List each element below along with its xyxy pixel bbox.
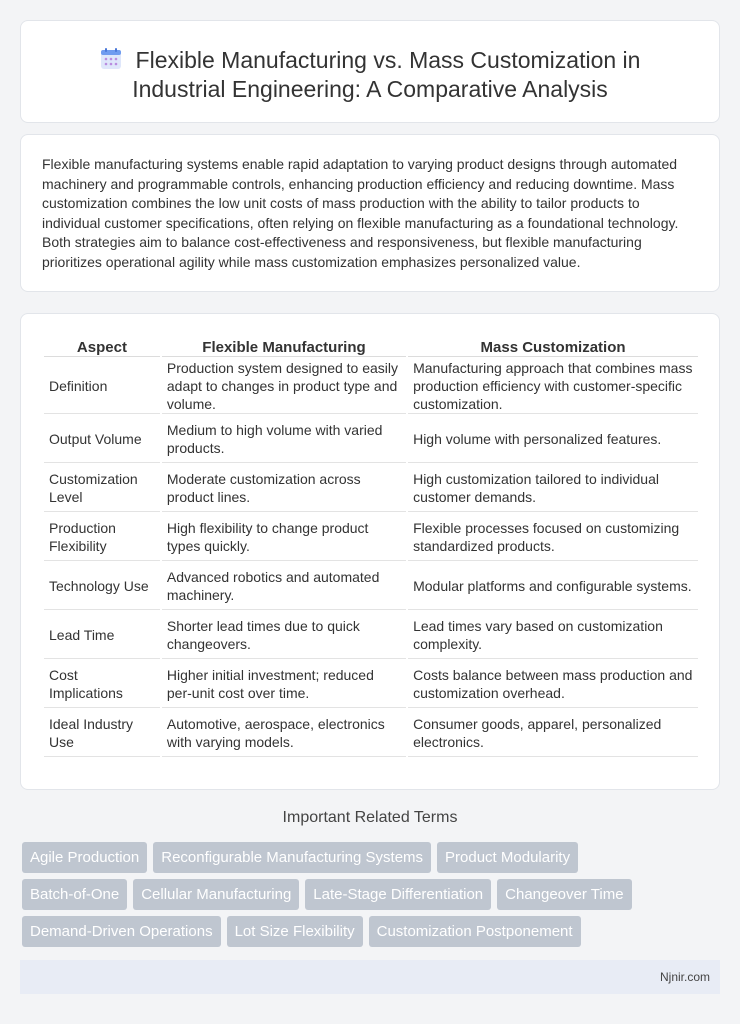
mass-cell: Consumer goods, apparel, personalized electronics. xyxy=(408,710,698,757)
flexible-cell: Moderate customization across product lines. xyxy=(162,465,406,512)
table-row xyxy=(44,359,698,414)
table-row xyxy=(44,416,698,463)
aspect-cell: Lead Time xyxy=(44,612,160,659)
tag-demand-driven-operations[interactable]: Demand-Driven Operations xyxy=(22,916,221,947)
flexible-cell: Production system designed to easily adapt to changes in product type and volume. xyxy=(162,359,406,414)
flexible-cell: Shorter lead times due to quick changeovers. xyxy=(162,612,406,659)
mass-cell: Flexible processes focused on customizing standardized products. xyxy=(408,514,698,561)
footer-site-link[interactable]: Njnir.com xyxy=(659,970,710,984)
title-line-2: Industrial Engineering: A Comparative Analysis xyxy=(132,76,608,102)
related-terms-title: Important Related Terms xyxy=(282,809,458,826)
tag-batch-of-one[interactable]: Batch-of-One xyxy=(22,879,127,910)
tag-late-stage-differentiation[interactable]: Late-Stage Differentiation xyxy=(305,879,491,910)
title-card xyxy=(20,20,720,123)
page-title xyxy=(21,46,719,104)
tag-row xyxy=(22,842,722,873)
tag-row xyxy=(22,916,722,947)
tag-product-modularity[interactable]: Product Modularity xyxy=(437,842,578,873)
table-row xyxy=(44,465,698,512)
mass-cell: High volume with personalized features. xyxy=(408,416,698,463)
aspect-cell: Definition xyxy=(44,359,160,414)
flexible-cell: Medium to high volume with varied products. xyxy=(162,416,406,463)
table-row xyxy=(44,710,698,757)
flexible-cell: Automotive, aerospace, electronics with varying models. xyxy=(162,710,406,757)
aspect-cell: Ideal Industry Use xyxy=(44,710,160,757)
tag-agile-production[interactable]: Agile Production xyxy=(22,842,147,873)
tag-lot-size-flexibility[interactable]: Lot Size Flexibility xyxy=(227,916,363,947)
aspect-cell: Customization Level xyxy=(44,465,160,512)
aspect-cell: Output Volume xyxy=(44,416,160,463)
mass-cell: Manufacturing approach that combines mass production efficiency with customer-specific customization. xyxy=(408,359,698,414)
table-row xyxy=(44,514,698,561)
header-mass-customization: Mass Customization xyxy=(408,335,698,357)
title-line-1: Flexible Manufacturing vs. Mass Customization in xyxy=(135,47,641,73)
tag-changeover-time[interactable]: Changeover Time xyxy=(497,879,631,910)
table-row xyxy=(44,563,698,610)
table-row xyxy=(44,612,698,659)
flexible-cell: Advanced robotics and automated machinery. xyxy=(162,563,406,610)
calendar-icon xyxy=(100,48,122,70)
header-aspect: Aspect xyxy=(44,335,160,357)
table-row xyxy=(44,661,698,708)
table-header-row xyxy=(44,335,698,357)
aspect-cell: Cost Implications xyxy=(44,661,160,708)
aspect-cell: Technology Use xyxy=(44,563,160,610)
tag-reconfigurable-manufacturing-systems[interactable]: Reconfigurable Manufacturing Systems xyxy=(153,842,431,873)
mass-cell: Lead times vary based on customization complexity. xyxy=(408,612,698,659)
mass-cell: Costs balance between mass production and customization overhead. xyxy=(408,661,698,708)
aspect-cell: Production Flexibility xyxy=(44,514,160,561)
flexible-cell: High flexibility to change product types quickly. xyxy=(162,514,406,561)
flexible-cell: Higher initial investment; reduced per-unit cost over time. xyxy=(162,661,406,708)
tag-row xyxy=(22,879,722,910)
comparison-card xyxy=(20,313,720,790)
mass-cell: High customization tailored to individual customer demands. xyxy=(408,465,698,512)
related-terms xyxy=(22,842,722,953)
tag-customization-postponement[interactable]: Customization Postponement xyxy=(369,916,581,947)
comparison-table xyxy=(42,333,700,759)
header-flexible-manufacturing: Flexible Manufacturing xyxy=(162,335,406,357)
intro-card xyxy=(20,134,720,292)
mass-cell: Modular platforms and configurable systems. xyxy=(408,563,698,610)
intro-paragraph: Flexible manufacturing systems enable rapid adaptation to varying product designs through automated machinery and programmable controls, enhancing production efficiency and reducing downtime. Mass customization combines the low unit costs of mass production with the ability to tailor products to individual customer specifications, often relying on flexible manufacturing as a foundational technology. Both strategies aim to balance cost-effectiveness and responsiveness, but flexible manufacturing prioritizes operational agility while mass customization emphasizes personalized value. xyxy=(42,156,679,270)
footer xyxy=(20,960,720,994)
tag-cellular-manufacturing[interactable]: Cellular Manufacturing xyxy=(133,879,299,910)
